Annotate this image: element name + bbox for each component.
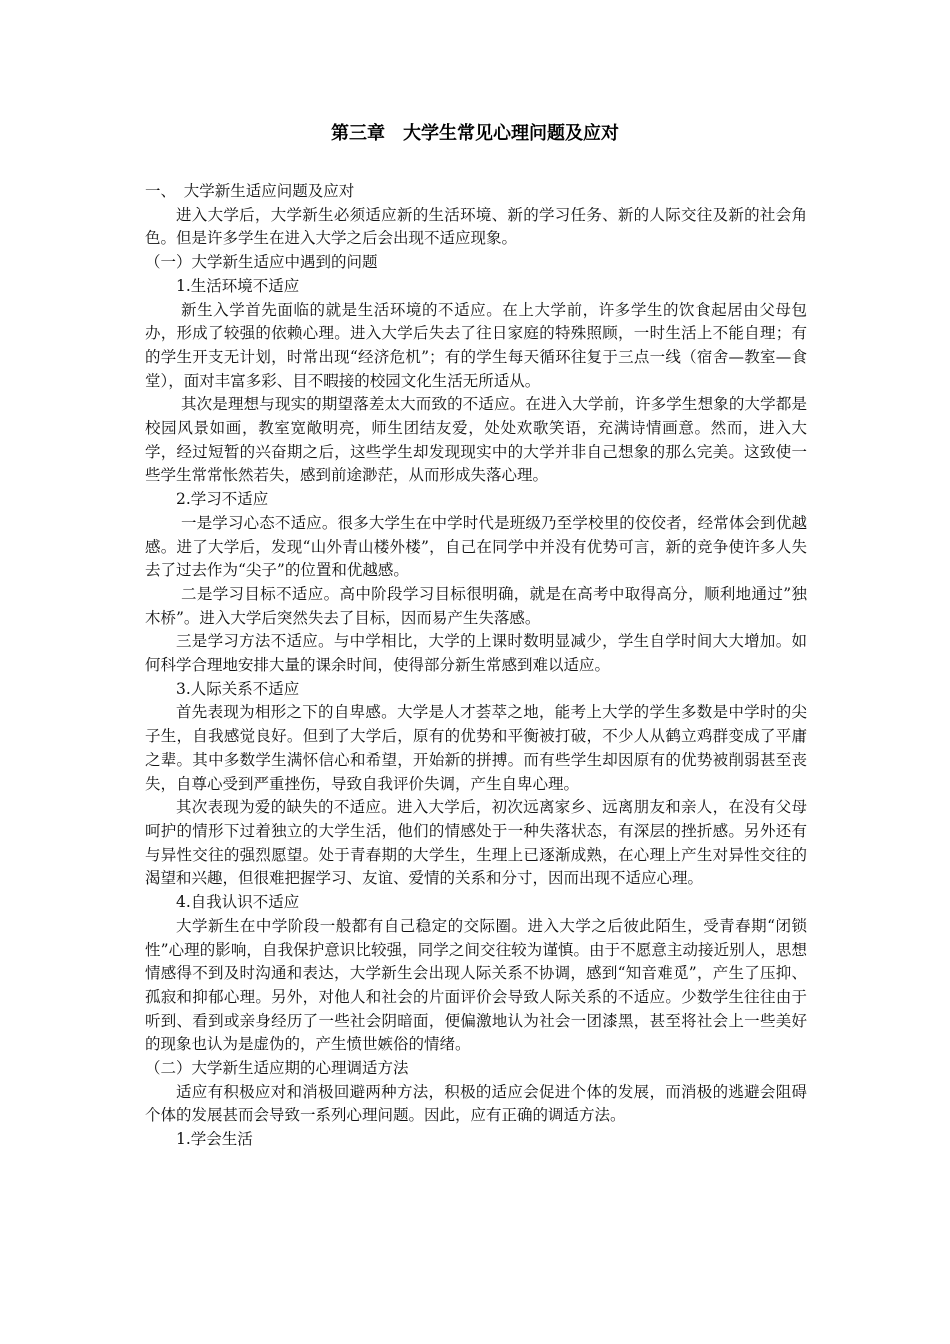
paragraph: 适应有积极应对和消极回避两种方法，积极的适应会促进个体的发展，而消极的逃避会阻碍个体的发展甚而会导致一系列心理问题。因此，应有正确的调适方法。 (145, 1082, 807, 1125)
item-heading: 3.人际关系不适应 (176, 679, 300, 698)
item-heading: 4.自我认识不适应 (176, 893, 300, 912)
document-body (145, 180, 807, 1152)
paragraph: 一是学习心态不适应。很多大学生在中学时代是班级乃至学校里的佼佼者，经常体会到优越感。进了大学后，发现“山外青山楼外楼”，自己在同学中并没有优势可言，新的竞争使许多人失去了过去作为“尖子”的位置和优越感。 (145, 513, 807, 580)
paragraph: 三是学习方法不适应。与中学相比，大学的上课时数明显减少，学生自学时间大大增加。如何科学合理地安排大量的课余时间，使得部分新生常感到难以适应。 (145, 632, 807, 675)
paragraph: 其次表现为爱的缺失的不适应。进入大学后，初次远离家乡、远离朋友和亲人，在没有父母呵护的情形下过着独立的大学生活，他们的情感处于一种失落状态，有深层的挫折感。另外还有与异性交往的强烈愿望。处于青春期的大学生，生理上已逐渐成熟，在心理上产生对异性交往的渴望和兴趣，但很难把握学习、友谊、爱情的关系和分寸，因而出现不适应心理。 (145, 798, 807, 888)
item-heading: 1.学会生活 (176, 1130, 253, 1149)
section-heading: 一、 大学新生适应问题及应对 (145, 182, 355, 200)
chapter-title: 第三章 大学生常见心理问题及应对 (331, 123, 619, 144)
paragraph: 首先表现为相形之下的自卑感。大学是人才荟萃之地，能考上大学的学生多数是中学时的尖子生，自我感觉良好。但到了大学后，原有的优势和平衡被打破，不少人从鹤立鸡群变成了平庸之辈。其中多数学生满怀信心和希望，开始新的拼搏。而有些学生却因原有的优势被削弱甚至丧失，自尊心受到严重挫伤，导致自我评价失调，产生自卑心理。 (145, 703, 807, 793)
item-heading: 2.学习不适应 (176, 490, 269, 509)
paragraph: 大学新生在中学阶段一般都有自己稳定的交际圈。进入大学之后彼此陌生，受青春期“闭锁性”心理的影响，自我保护意识比较强，同学之间交往较为谨慎。由于不愿意主动接近别人，思想情感得不到及时沟通和表达，大学新生会出现人际关系不协调，感到“知音难觅”，产生了压抑、孤寂和抑郁心理。另外，对他人和社会的片面评价会导致人际关系的不适应。少数学生往往由于听到、看到或亲身经历了一些社会阴暗面，便偏激地认为社会一团漆黑，甚至将社会上一些美好的现象也认为是虚伪的，产生愤世嫉俗的情绪。 (145, 916, 807, 1054)
paragraph: 进入大学后，大学新生必须适应新的生活环境、新的学习任务、新的人际交往及新的社会角色。但是许多学生在进入大学之后会出现不适应现象。 (145, 205, 807, 248)
item-heading: 1.生活环境不适应 (176, 276, 300, 295)
paragraph: 其次是理想与现实的期望落差太大而致的不适应。在进入大学前，许多学生想象的大学都是校园风景如画，教室宽敞明亮，师生团结友爱，处处欢歌笑语，充满诗情画意。然而，进入大学，经过短暂的兴奋期之后，这些学生却发现现实中的大学并非自己想象的那么完美。这致使一些学生常常怅然若失，感到前途渺茫，从而形成失落心理。 (145, 395, 807, 485)
paragraph: 二是学习目标不适应。高中阶段学习目标很明确，就是在高考中取得高分，顺利地通过”独木桥”。进入大学后突然失去了目标，因而易产生失落感。 (145, 584, 807, 627)
subsection-heading: （一）大学新生适应中遇到的问题 (145, 253, 378, 272)
paragraph: 新生入学首先面临的就是生活环境的不适应。在上大学前，许多学生的饮食起居由父母包办，形成了较强的依赖心理。进入大学后失去了往日家庭的特殊照顾，一时生活上不能自理；有的学生开支无计划，时常出现“经济危机”；有的学生每天循环往复于三点一线（宿舍—教室—食堂），面对丰富多彩、目不暇接的校园文化生活无所适从。 (145, 300, 807, 390)
subsection-heading: （二）大学新生适应期的心理调适方法 (145, 1059, 409, 1078)
